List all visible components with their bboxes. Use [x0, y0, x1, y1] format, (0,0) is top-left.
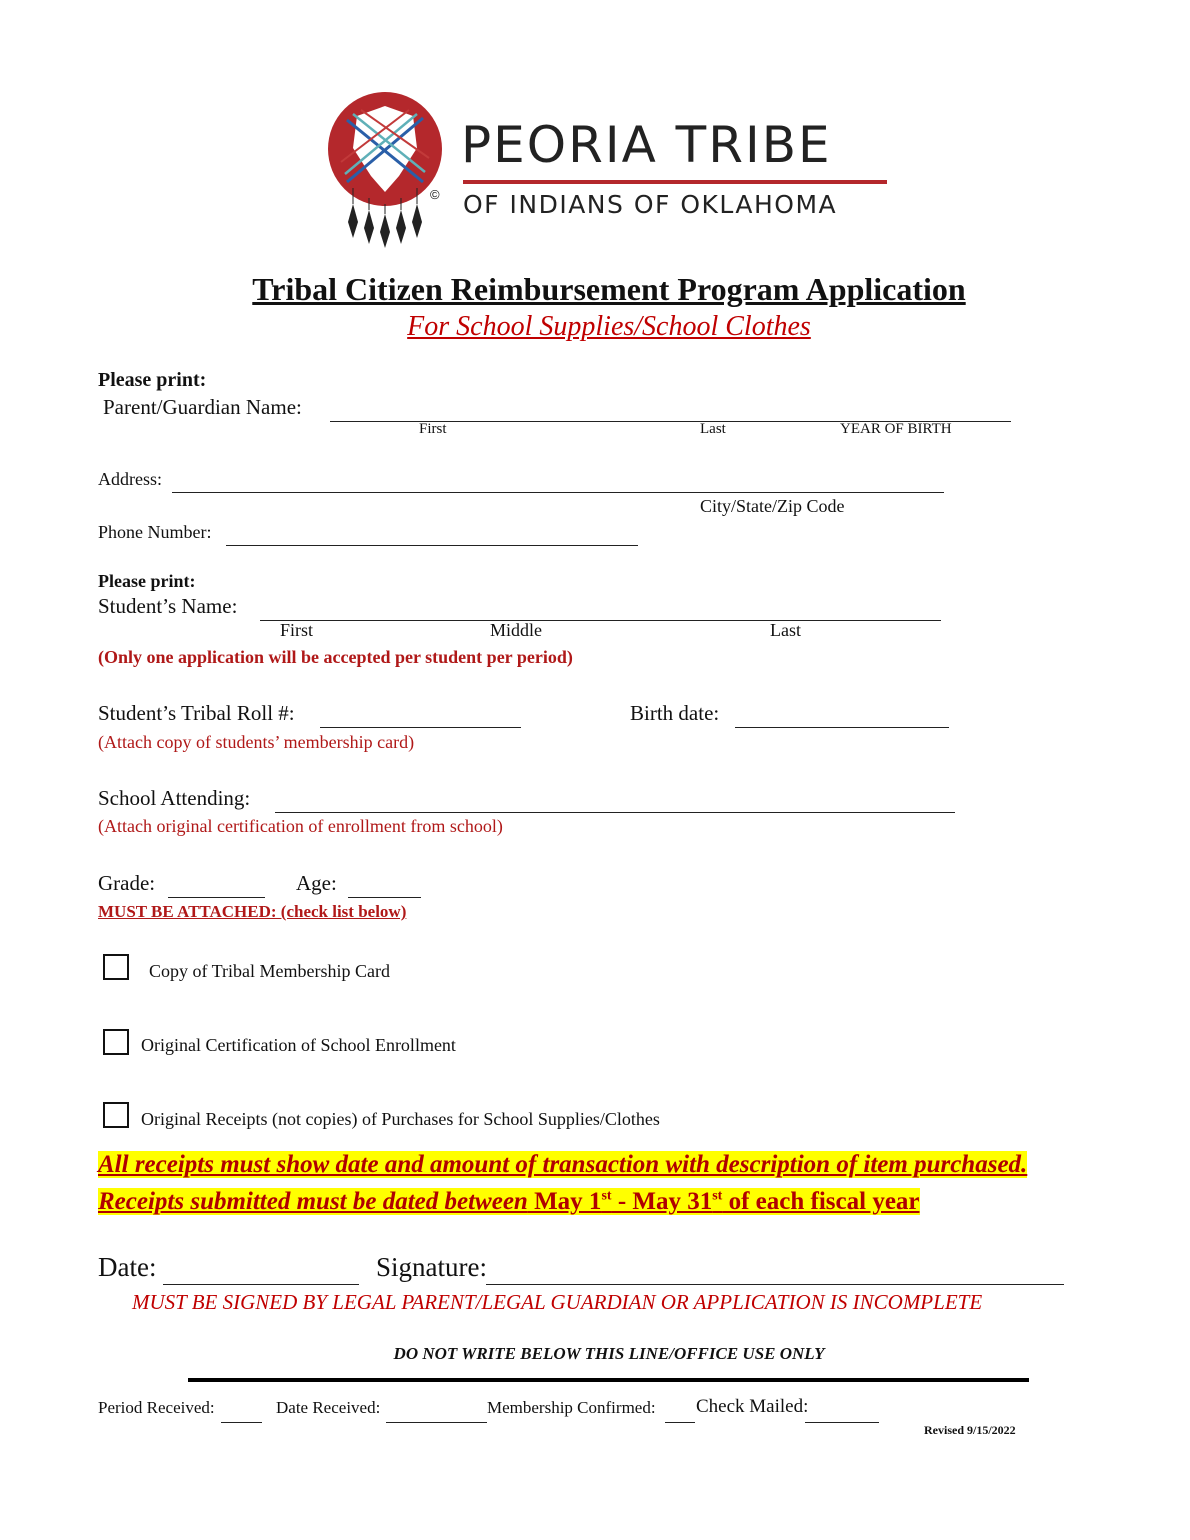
- logo-subtitle: OF INDIANS OF OKLAHOMA: [463, 190, 838, 219]
- must-attach-heading: MUST BE ATTACHED: (check list below): [98, 902, 407, 921]
- phone-label: Phone Number:: [98, 522, 212, 542]
- period-received-field[interactable]: [221, 1396, 262, 1423]
- checklist-item-label: Copy of Tribal Membership Card: [149, 961, 390, 981]
- date-received-label: Date Received:: [276, 1398, 381, 1417]
- student-middle-caption: Middle: [490, 620, 542, 640]
- checklist-item-label: Original Receipts (not copies) of Purchases for School Supplies/Clothes: [141, 1109, 660, 1129]
- office-use-heading: DO NOT WRITE BELOW THIS LINE/OFFICE USE ONLY: [393, 1344, 825, 1363]
- address-label: Address:: [98, 469, 162, 489]
- logo-title: PEORIA TRIBE: [461, 116, 832, 174]
- one-application-note: (Only one application will be accepted per student per period): [98, 647, 573, 667]
- copyright-mark: ©: [430, 187, 440, 202]
- receipts-fiscal-year: of each fiscal year: [722, 1188, 920, 1215]
- age-field[interactable]: [348, 871, 421, 898]
- student-please-print-label: Please print:: [98, 571, 196, 591]
- tribal-roll-field[interactable]: [320, 701, 521, 728]
- address-field[interactable]: [172, 466, 944, 493]
- receipts-date-end: - May 31: [611, 1188, 713, 1215]
- date-received-field[interactable]: [386, 1396, 487, 1423]
- date-field[interactable]: [163, 1254, 359, 1285]
- student-name-label: Student’s Name:: [98, 594, 238, 618]
- receipts-date-end-suffix: st: [712, 1188, 723, 1204]
- roll-note: (Attach copy of students’ membership card): [98, 732, 415, 752]
- parent-year-caption: YEAR OF BIRTH: [840, 421, 952, 437]
- form-title: Tribal Citizen Reimbursement Program Application: [252, 271, 966, 307]
- form-subtitle: For School Supplies/School Clothes: [407, 311, 811, 342]
- office-divider: [188, 1378, 1029, 1382]
- grade-field[interactable]: [168, 871, 265, 898]
- checklist-item-label: Original Certification of School Enrollment: [141, 1035, 456, 1055]
- tribal-roll-label: Student’s Tribal Roll #:: [98, 701, 295, 725]
- please-print-label: Please print:: [98, 369, 207, 391]
- peoria-seal-icon: [325, 92, 450, 252]
- student-name-field[interactable]: [260, 594, 941, 621]
- membership-confirmed-label: Membership Confirmed:: [487, 1398, 656, 1417]
- school-label: School Attending:: [98, 786, 251, 810]
- signature-label: Signature:: [376, 1252, 487, 1282]
- student-last-caption: Last: [770, 620, 801, 640]
- checkbox-receipts[interactable]: [103, 1102, 129, 1128]
- birth-date-label: Birth date:: [630, 701, 720, 725]
- signature-warning: MUST BE SIGNED BY LEGAL PARENT/LEGAL GUARDIAN OR APPLICATION IS INCOMPLETE: [132, 1290, 983, 1314]
- signature-field[interactable]: [486, 1254, 1064, 1285]
- receipts-notice-text: All receipts must show date and amount of transaction with description of item purchased.: [98, 1151, 1028, 1178]
- logo-rule: [463, 180, 887, 184]
- logo: [325, 92, 895, 252]
- student-first-caption: First: [280, 620, 314, 640]
- school-note: (Attach original certification of enrollment from school): [98, 816, 503, 836]
- grade-label: Grade:: [98, 871, 156, 895]
- receipts-dates-text: Receipts submitted must be dated between: [98, 1188, 528, 1215]
- receipts-notice-line2: [98, 1188, 920, 1216]
- birth-date-field[interactable]: [735, 701, 949, 728]
- city-state-zip-caption: City/State/Zip Code: [700, 496, 845, 516]
- school-field[interactable]: [275, 786, 955, 813]
- checkbox-school-enrollment[interactable]: [103, 1029, 129, 1055]
- check-mailed-field[interactable]: [805, 1396, 879, 1423]
- parent-last-caption: Last: [700, 421, 726, 437]
- receipts-date-start: May 1: [527, 1188, 602, 1215]
- phone-field[interactable]: [226, 519, 638, 546]
- parent-first-caption: First: [419, 421, 447, 437]
- check-mailed-label: Check Mailed:: [696, 1396, 809, 1417]
- parent-name-field[interactable]: [330, 395, 1011, 422]
- date-label: Date:: [98, 1252, 157, 1282]
- age-label: Age:: [296, 871, 337, 895]
- membership-confirmed-field[interactable]: [665, 1396, 695, 1423]
- parent-name-label: Parent/Guardian Name:: [103, 395, 302, 419]
- checkbox-membership-card[interactable]: [103, 954, 129, 980]
- receipts-date-start-suffix: st: [601, 1188, 612, 1204]
- revised-date: Revised 9/15/2022: [924, 1423, 1016, 1437]
- period-received-label: Period Received:: [98, 1398, 215, 1417]
- receipts-notice-line1: [98, 1151, 1027, 1179]
